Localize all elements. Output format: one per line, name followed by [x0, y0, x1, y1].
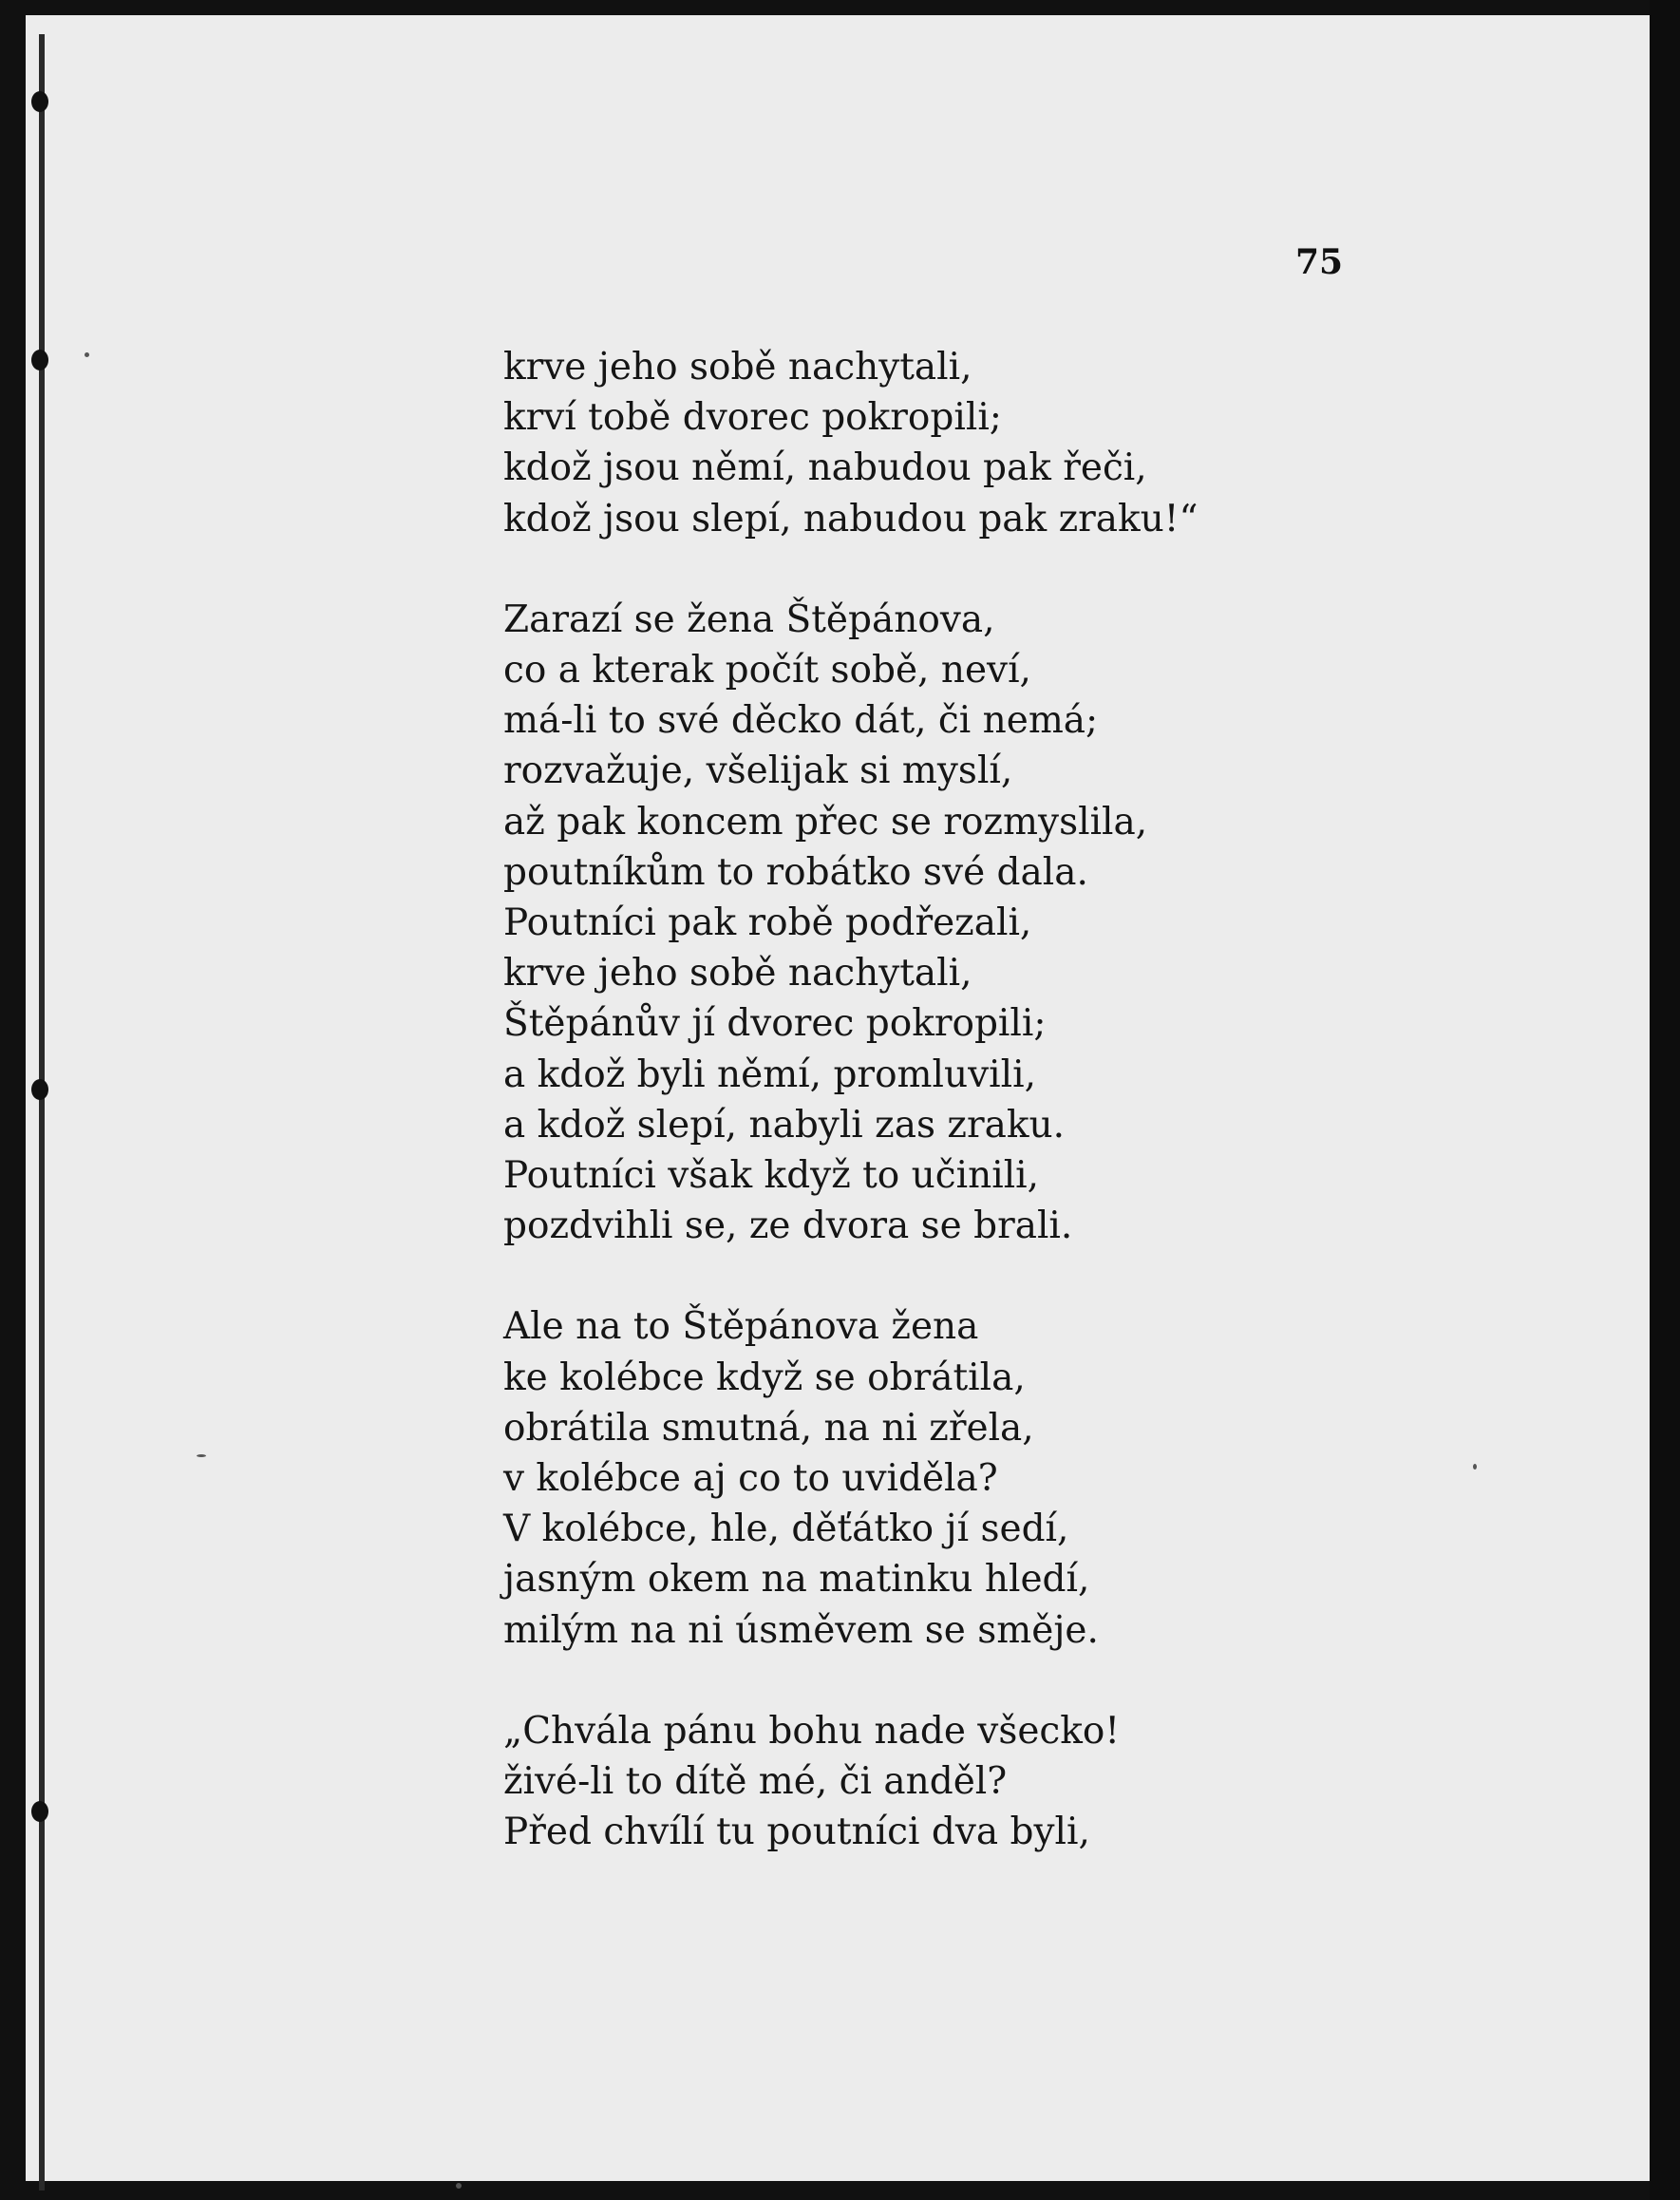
binding-stitch	[31, 1079, 48, 1100]
paper-speck	[1473, 1464, 1477, 1470]
binding-stitch	[31, 91, 48, 112]
verse-line: Poutníci však když to učinili,	[503, 1154, 1040, 1198]
binding-stitch	[31, 1801, 48, 1822]
verse-line: v kolébce aj co to uviděla?	[503, 1457, 998, 1501]
binding-stitch	[31, 350, 48, 370]
stanza	[503, 595, 1358, 1252]
verse-line: až pak koncem přec se rozmyslila,	[503, 800, 1148, 844]
verse-line: živé-li to dítě mé, či anděl?	[503, 1760, 1008, 1804]
verse-line: ke kolébce když se obrátila,	[503, 1356, 1026, 1399]
verse-line: rozvažuje, všelijak si myslí,	[503, 749, 1013, 793]
verse-line: Poutníci pak robě podřezali,	[503, 901, 1032, 945]
verse-line: obrátila smutná, na ni zřela,	[503, 1406, 1034, 1450]
verse-line: co a kterak počít sobě, neví,	[503, 649, 1031, 692]
stanza	[503, 1706, 1358, 1858]
verse-line: jasným okem na matinku hledí,	[503, 1558, 1090, 1602]
verse-line: kdož jsou němí, nabudou pak řeči,	[503, 446, 1147, 490]
verse-line: Ale na to Štěpánova žena	[503, 1305, 979, 1349]
stanza	[503, 1301, 1358, 1655]
page-number: 75	[1295, 242, 1344, 282]
stanza	[503, 342, 1358, 544]
verse-line: pozdvihli se, ze dvora se brali.	[503, 1204, 1073, 1248]
verse-line: a kdož slepí, nabyli zas zraku.	[503, 1103, 1065, 1147]
verse-line: poutníkům to robátko své dala.	[503, 850, 1088, 894]
paper-speck	[456, 2183, 462, 2189]
verse-line: krví tobě dvorec pokropili;	[503, 396, 1002, 440]
verse-line: krve jeho sobě nachytali,	[503, 346, 972, 389]
poem-text	[503, 342, 1358, 1907]
paper-speck	[85, 352, 89, 357]
verse-line: a kdož byli němí, promluvili,	[503, 1053, 1036, 1096]
verse-line: Zarazí se žena Štěpánova,	[503, 597, 995, 641]
verse-line: má-li to své děcko dát, či nemá;	[503, 699, 1099, 743]
verse-line: milým na ni úsměvem se směje.	[503, 1608, 1099, 1652]
verse-line: Štěpánův jí dvorec pokropili;	[503, 1002, 1047, 1046]
verse-line: V kolébce, hle, děťátko jí sedí,	[503, 1508, 1069, 1551]
page-edge-shadow	[1650, 0, 1680, 2200]
verse-line: kdož jsou slepí, nabudou pak zraku!“	[503, 497, 1199, 541]
paper-speck	[197, 1454, 206, 1457]
verse-line: krve jeho sobě nachytali,	[503, 952, 972, 996]
verse-line: „Chvála pánu bohu nade všecko!	[503, 1709, 1121, 1753]
verse-line: Před chvílí tu poutníci dva byli,	[503, 1811, 1090, 1854]
